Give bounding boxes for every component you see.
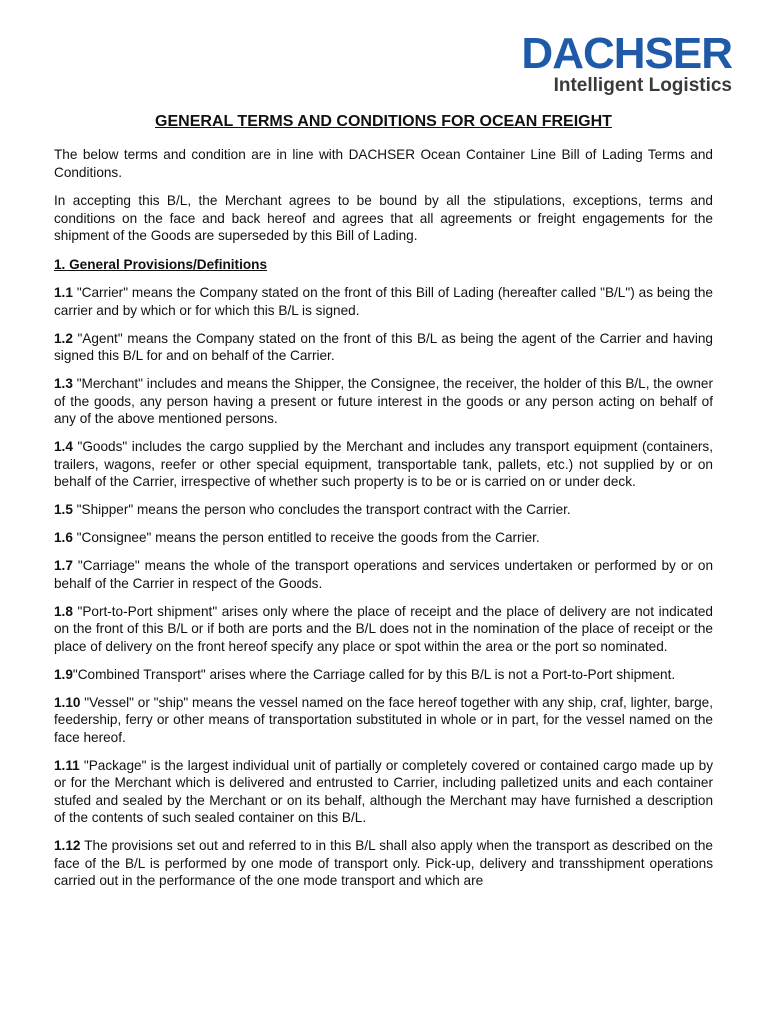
section-heading: 1. General Provisions/Definitions [54, 256, 268, 272]
definition-1-4 [54, 438, 713, 491]
definition-number: 1.2 [54, 330, 73, 346]
definition-number: 1.5 [54, 502, 73, 517]
dachser-logo [521, 29, 732, 97]
definition-1-12 [54, 837, 713, 890]
definition-number: 1.11 [54, 757, 80, 773]
definition-text: "Vessel" or "ship" means the vessel named on the face hereof together with any ship, craf, lighter, barge, feedership, ferry or other means of transportation substituted in whole or in part, for the vessel named on the face hereof. [54, 694, 713, 745]
definition-1-8 [54, 603, 713, 656]
definition-text: "Merchant" includes and means the Shipper, the Consignee, the receiver, the holder of this B/L, the owner of the goods, any person having a present or future interest in the goods or any person acting on behalf of any of the above mentioned persons. [54, 376, 713, 426]
definition-text: "Shipper" means the person who concludes the transport contract with the Carrier. [72, 502, 571, 517]
definition-text: "Carrier" means the Company stated on the front of this Bill of Lading (hereafter called "B/L") as being the carrier and by which or for which this B/L is signed. [54, 285, 713, 318]
definition-number: 1.7 [54, 558, 73, 573]
definition-1-10 [54, 694, 713, 747]
definition-text: "Agent" means the Company stated on the front of this B/L as being the agent of the Carrier and having signed this B/L for and on behalf of the Carrier. [54, 330, 713, 363]
definition-number: 1.6 [54, 530, 73, 545]
definition-text: "Carriage" means the whole of the transport operations and services undertaken or performed by or on behalf of the Carrier in respect of the Goods. [54, 558, 713, 591]
definition-number: 1.12 [54, 838, 81, 853]
definition-1-9 [54, 666, 713, 684]
definition-number: 1.1 [54, 285, 73, 300]
logo-wordmark: DACHSER [521, 29, 732, 78]
definition-1-2 [54, 330, 713, 365]
definition-text: "Goods" includes the cargo supplied by the Merchant and includes any transport equipment (containers, trailers, wagons, reefer or other special equipment, transportable tank, pallets, etc.) not supplied by or on behalf of the Carrier, irrespective of whether such property is to be or is carried on or under deck. [54, 439, 713, 489]
definition-1-7 [54, 557, 713, 592]
definition-1-11 [54, 757, 713, 827]
logo-tagline: Intelligent Logistics [553, 75, 732, 96]
definition-number: 1.4 [54, 439, 73, 454]
definition-text: "Consignee" means the person entitled to receive the goods from the Carrier. [72, 530, 540, 545]
definition-number: 1.9 [54, 666, 73, 682]
definition-1-5 [54, 501, 713, 519]
definition-text: The provisions set out and referred to in this B/L shall also apply when the transport as described on the face of the B/L is performed by one mode of transport only. Pick-up, delivery and transshipment operations carried out in the performance of the one mode transport and which are [54, 838, 713, 888]
definition-text: "Port-to-Port shipment" arises only where the place of receipt and the place of delivery are not indicated on the front of this B/L or if both are ports and the B/L does not in the nomination of the place of receipt or the place of delivery on the front hereof specify any place or spot within the area or the port so nominated. [54, 603, 713, 654]
page-title: GENERAL TERMS AND CONDITIONS FOR OCEAN FREIGHT [155, 113, 612, 130]
definition-number: 1.10 [54, 694, 81, 710]
intro-paragraph: In accepting this B/L, the Merchant agrees to be bound by all the stipulations, exceptions, terms and conditions on the face and back hereof and agrees that all agreements or freight engagements for the shipment of the Goods are superseded by this Bill of Lading. [54, 193, 713, 243]
intro-paragraph: The below terms and condition are in line with DACHSER Ocean Container Line Bill of Lading Terms and Conditions. [54, 147, 713, 180]
definition-number: 1.3 [54, 376, 73, 391]
document-body [54, 112, 713, 900]
definition-1-6 [54, 529, 713, 547]
definition-text: "Combined Transport" arises where the Carriage called for by this B/L is not a Port-to-Port shipment. [72, 666, 676, 682]
definition-1-1 [54, 284, 713, 319]
definition-number: 1.8 [54, 603, 73, 619]
definition-text: "Package" is the largest individual unit of partially or completely covered or contained cargo made up by or for the Merchant which is delivered and entrusted to Carrier, including palletized units and each container stufed and sealed by the Merchant or on its behalf, although the Merchant may have furnished a description of the contents of such sealed container on this B/L. [54, 757, 713, 825]
definition-1-3 [54, 375, 713, 428]
